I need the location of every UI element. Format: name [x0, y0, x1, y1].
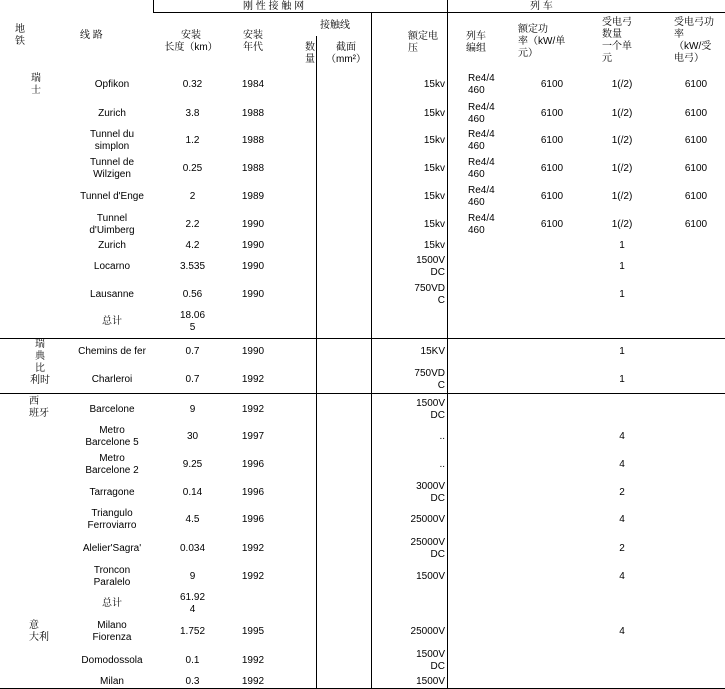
voltage-cell: 3000V DC	[416, 481, 445, 504]
header-divider-left	[153, 0, 154, 12]
power-cell: 6100	[540, 135, 564, 146]
length-cell: 3.535	[179, 261, 206, 272]
year-cell: 1992	[241, 571, 265, 582]
train-divider	[447, 0, 448, 689]
line-cell: Zurich	[98, 108, 126, 119]
year-cell: 1992	[241, 404, 265, 415]
line-cell: Alelier'Sagra'	[82, 543, 142, 554]
voltage-cell: 15KV	[420, 346, 445, 357]
pantograph-count-cell: 1(/2)	[611, 79, 633, 90]
voltage-cell: 25000V	[410, 514, 445, 525]
line-cell: Metro Barcelone 5	[85, 425, 139, 448]
year-cell: 1990	[241, 346, 265, 357]
voltage-cell: 15kv	[423, 191, 445, 202]
pantograph-count-cell: 4	[619, 626, 625, 637]
length-cell: 3.8	[185, 108, 200, 119]
train-cell: Re4/4 460	[468, 102, 495, 125]
power-cell: 6100	[540, 191, 564, 202]
voltage-divider	[371, 12, 372, 689]
year-cell: 1988	[241, 135, 265, 146]
length-cell: 18.06 5	[179, 310, 206, 333]
train-cell: Re4/4 460	[468, 185, 495, 208]
length-cell: 2.2	[185, 219, 200, 230]
length-cell: 9	[189, 571, 196, 582]
voltage-cell: 25000V DC	[410, 537, 445, 560]
line-cell: Tunnel d'Enge	[80, 191, 144, 202]
header-install-length: 安装 长度（km）	[164, 30, 218, 53]
header-line: 线 路	[80, 30, 103, 41]
pantograph-power-cell: 6100	[684, 163, 708, 174]
year-cell: 1984	[241, 79, 265, 90]
power-cell: 6100	[540, 219, 564, 230]
line-cell: Chemins de fer	[78, 346, 146, 357]
pantograph-count-cell: 1	[619, 374, 625, 385]
pantograph-power-cell: 6100	[684, 135, 708, 146]
power-cell: 6100	[540, 79, 564, 90]
header-rigid-net: 刚 性 接 触 网	[243, 1, 305, 12]
pantograph-count-cell: 4	[619, 571, 625, 582]
line-cell: Locarno	[93, 261, 131, 272]
header-pantograph-count: 受电弓 数量 一个单 元	[602, 17, 632, 64]
length-cell: 0.7	[185, 374, 200, 385]
voltage-cell: 1500V DC	[416, 255, 445, 278]
contact-wire-divider	[316, 36, 317, 689]
length-cell: 0.1	[185, 655, 200, 666]
header-install-year: 安装 年代	[243, 30, 263, 53]
pantograph-count-cell: 1	[619, 289, 625, 300]
year-cell: 1989	[241, 191, 265, 202]
year-cell: 1990	[241, 289, 265, 300]
length-cell: 0.14	[182, 487, 203, 498]
length-cell: 0.7	[185, 346, 200, 357]
line-cell: Charleroi	[91, 374, 133, 385]
pantograph-power-cell: 6100	[684, 108, 708, 119]
line-cell: Milano Fiorenza	[92, 620, 132, 643]
year-cell: 1992	[241, 374, 265, 385]
year-cell: 1988	[241, 108, 265, 119]
length-cell: 30	[186, 431, 199, 442]
year-cell: 1992	[241, 676, 265, 687]
length-cell: 0.56	[182, 289, 203, 300]
header-contact-wire: 接触线	[320, 20, 350, 31]
line-cell: 总计	[102, 316, 122, 327]
train-cell: Re4/4 460	[468, 73, 495, 96]
year-cell: 1990	[241, 240, 265, 251]
voltage-cell: 15kv	[423, 108, 445, 119]
header-train-group: 列车 编组	[466, 31, 486, 54]
year-cell: 1995	[241, 626, 265, 637]
length-cell: 9	[189, 404, 196, 415]
train-cell: Re4/4 460	[468, 213, 495, 236]
length-cell: 0.25	[182, 163, 203, 174]
line-cell: Tunnel d'Uimberg	[89, 213, 135, 236]
voltage-cell: 15kv	[423, 163, 445, 174]
year-cell: 1992	[241, 655, 265, 666]
pantograph-count-cell: 4	[619, 514, 625, 525]
year-cell: 1997	[241, 431, 265, 442]
region-rule-2	[0, 393, 725, 394]
voltage-cell: 25000V	[410, 626, 445, 637]
length-cell: 0.034	[179, 543, 206, 554]
region-label: 瑞 士	[31, 73, 41, 96]
line-cell: Tunnel de Wilzigen	[89, 157, 135, 180]
voltage-cell: 750VD C	[414, 368, 445, 391]
header-rated-voltage: 额定电 压	[408, 31, 438, 54]
pantograph-count-cell: 4	[619, 459, 625, 470]
pantograph-count-cell: 1(/2)	[611, 135, 633, 146]
train-cell: Re4/4 460	[468, 129, 495, 152]
line-cell: 总计	[102, 598, 122, 609]
length-cell: 9.25	[182, 459, 203, 470]
length-cell: 0.32	[182, 79, 203, 90]
line-cell: Troncon Paralelo	[93, 565, 131, 588]
train-cell: Re4/4 460	[468, 157, 495, 180]
pantograph-count-cell: 1	[619, 346, 625, 357]
length-cell: 4.2	[185, 240, 200, 251]
voltage-cell: ..	[439, 459, 445, 470]
year-cell: 1996	[241, 514, 265, 525]
year-cell: 1996	[241, 487, 265, 498]
line-cell: Barcelone	[89, 404, 135, 415]
pantograph-count-cell: 1(/2)	[611, 108, 633, 119]
voltage-cell: 1500V DC	[416, 398, 445, 421]
year-cell: 1990	[241, 219, 265, 230]
line-cell: Tunnel du simplon	[89, 129, 135, 152]
line-cell: Tarragone	[89, 487, 135, 498]
pantograph-count-cell: 1	[619, 261, 625, 272]
voltage-cell: 1500V	[416, 676, 445, 687]
header-rule-top	[153, 12, 725, 13]
voltage-cell: 15kv	[423, 79, 445, 90]
pantograph-count-cell: 4	[619, 431, 625, 442]
length-cell: 4.5	[185, 514, 200, 525]
voltage-cell: 15kv	[423, 240, 445, 251]
power-cell: 6100	[540, 108, 564, 119]
region-label: 西 班牙	[29, 396, 49, 419]
line-cell: Milan	[100, 676, 124, 687]
voltage-cell: 15kv	[423, 219, 445, 230]
header-pantograph-power: 受电弓功 率 （kW/受 电弓）	[674, 17, 714, 64]
region-label: 意 大利	[29, 620, 49, 643]
line-cell: Metro Barcelone 2	[85, 453, 139, 476]
pantograph-power-cell: 6100	[684, 79, 708, 90]
pantograph-power-cell: 6100	[684, 219, 708, 230]
line-cell: Domodossola	[81, 655, 143, 666]
region-label: 瑞 典 比 利时	[30, 339, 50, 386]
header-train: 列 车	[530, 1, 553, 12]
year-cell: 1988	[241, 163, 265, 174]
pantograph-count-cell: 2	[619, 487, 625, 498]
header-quantity: 数 量	[305, 42, 315, 65]
voltage-cell: 15kv	[423, 135, 445, 146]
length-cell: 1.752	[179, 626, 206, 637]
region-rule-1	[0, 338, 725, 339]
year-cell: 1992	[241, 543, 265, 554]
line-cell: Zurich	[98, 240, 126, 251]
length-cell: 0.3	[185, 676, 200, 687]
power-cell: 6100	[540, 163, 564, 174]
header-rated-power: 额定功 率（kW/单 元）	[518, 24, 566, 59]
year-cell: 1996	[241, 459, 265, 470]
pantograph-count-cell: 1(/2)	[611, 191, 633, 202]
voltage-cell: 1500V DC	[416, 649, 445, 672]
year-cell: 1990	[241, 261, 265, 272]
header-section: 截面 （mm²）	[326, 42, 366, 65]
voltage-cell: ..	[439, 431, 445, 442]
line-cell: Opfikon	[94, 79, 130, 90]
length-cell: 61.92 4	[179, 592, 206, 615]
pantograph-power-cell: 6100	[684, 191, 708, 202]
length-cell: 2	[189, 191, 196, 202]
pantograph-count-cell: 1	[619, 240, 625, 251]
pantograph-count-cell: 1(/2)	[611, 219, 633, 230]
header-location: 地 铁	[15, 24, 25, 47]
length-cell: 1.2	[185, 135, 200, 146]
pantograph-count-cell: 1(/2)	[611, 163, 633, 174]
line-cell: Triangulo Ferroviarro	[87, 508, 137, 531]
line-cell: Lausanne	[90, 289, 134, 300]
voltage-cell: 1500V	[416, 571, 445, 582]
voltage-cell: 750VD C	[414, 283, 445, 306]
pantograph-count-cell: 2	[619, 543, 625, 554]
